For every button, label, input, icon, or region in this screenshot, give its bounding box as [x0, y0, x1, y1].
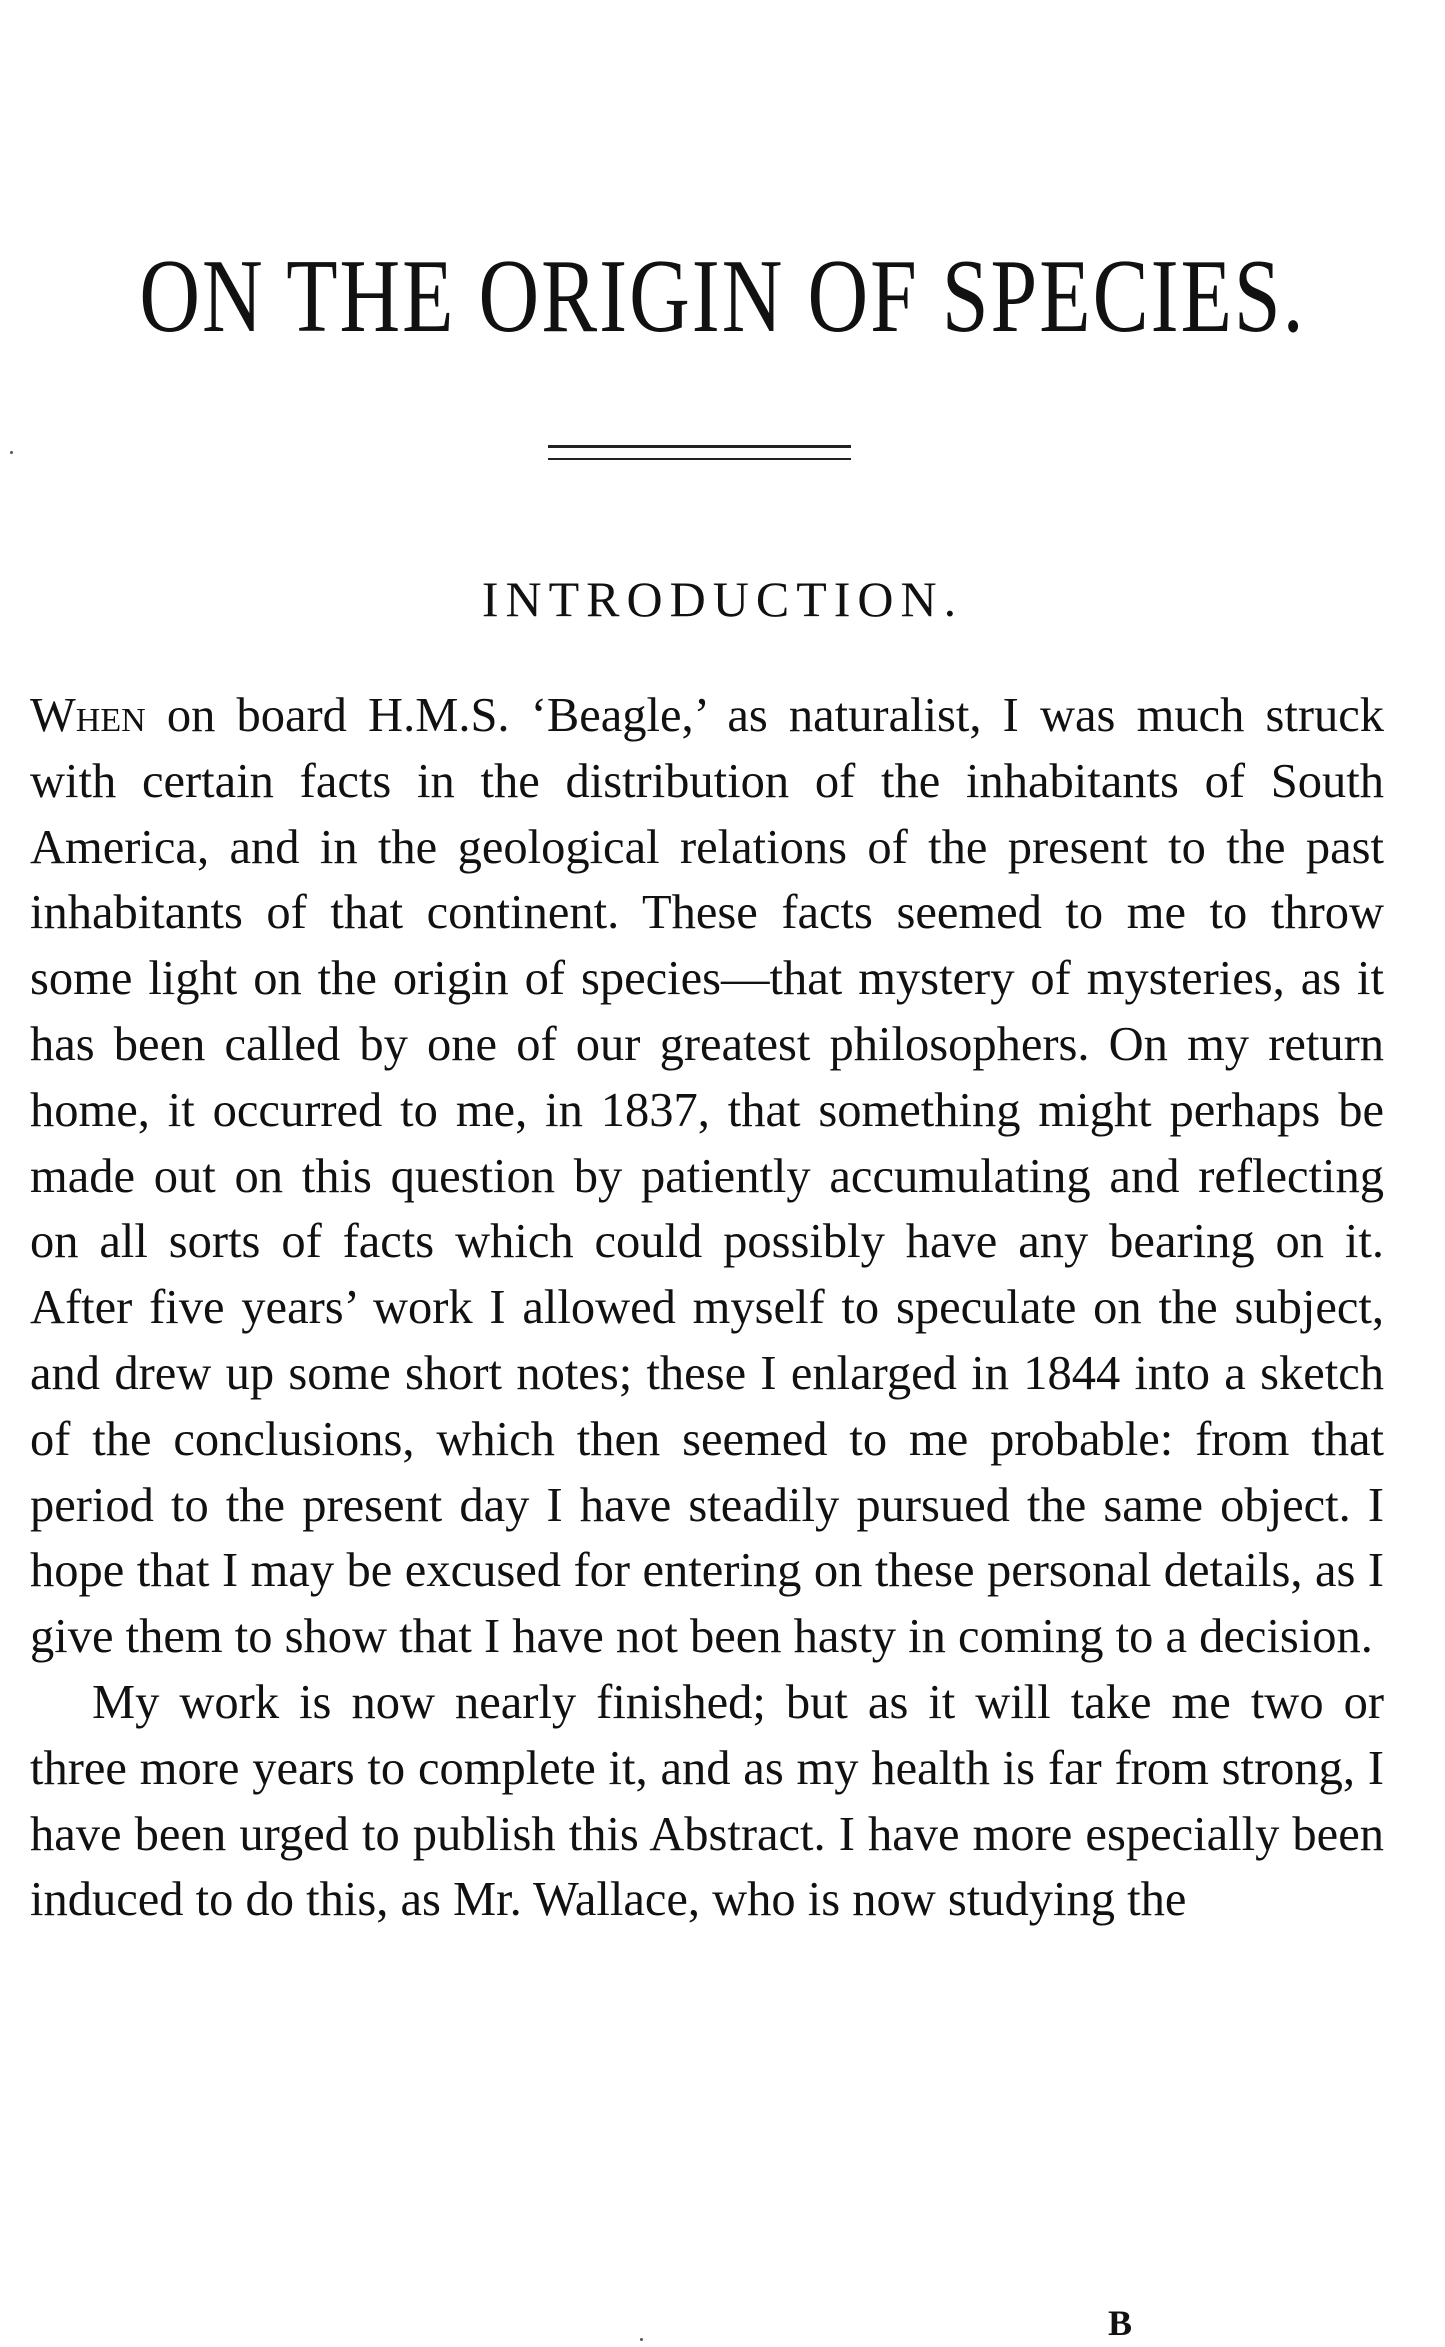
paragraph-1-text: on board H.M.S. ‘Beagle,’ as naturalist, I was much struck with certain facts in the distribution of the inhabitants of South America, and in the geological relations of the present to the past inhabitants of that continent. These facts seemed to me to throw some light on the origin of species—that mystery of mysteries, as it has been called by one of our greatest philosophers. On my return home, it occurred to me, in 1837, that something might perhaps be made out on this question by patiently accumulating and reflecting on all sorts of facts which could possibly have any bearing on it. After five years’ work I allowed myself to speculate on the subject, and drew up some short notes; these I enlarged in 1844 into a sketch of the conclusions, which then seemed to me probable: from that period to the present day I have steadily pursued the same object. I hope that I may be excused for entering on these personal details, as I give them to show that I have not been hasty in coming to a decision.: [30, 689, 1384, 1664]
paragraph-1-lead-word: When: [30, 689, 146, 742]
signature-mark: B: [1108, 2303, 1134, 2343]
scan-speck: [640, 2338, 643, 2341]
double-rule-top: [548, 445, 851, 448]
paragraph-2: My work is now nearly finished; but as it will take me two or three more years to complete it, and as my health is far from strong, I have been urged to publish this Abstract. I have more especially been induced to do this, as Mr. Wallace, who is now studying the: [30, 1675, 1384, 1927]
body-text: [30, 683, 1384, 1933]
book-title: ON THE ORIGIN OF SPECIES.: [139, 238, 1306, 355]
scan-speck: [10, 451, 13, 454]
chapter-heading: INTRODUCTION.: [481, 571, 964, 627]
double-rule-bottom: [548, 458, 851, 460]
paragraph-1: [30, 683, 1384, 1670]
